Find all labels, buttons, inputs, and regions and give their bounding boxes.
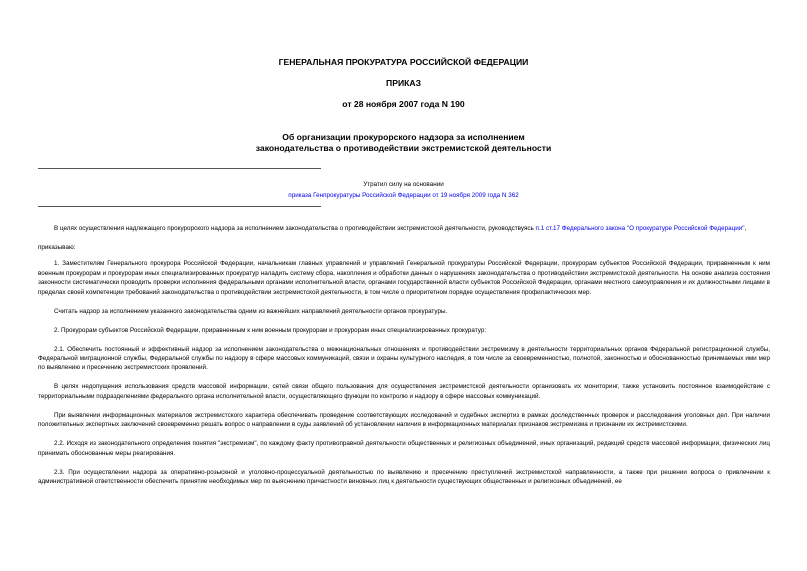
paragraph-2: Считать надзор за исполнением указанного законодательства одним из важнейших направлений деятельности органов прокуратуры. [54, 307, 448, 315]
law-reference-link[interactable]: п.1 ст.17 Федерального закона "О прокуратуре Российской Федерации" [535, 225, 745, 232]
paragraph-4: 2.1. Обеспечить постоянный и эффективный надзор за исполнением законодательства о межнациональных отношениях и противодействии экстремизму в деятельности территориальных органов Федеральной регистрационной службы, Федеральной миграционной службы, Федеральной службы по надзору в сфере массовых коммуникаций, связи и охраны культурного наследия, в том числе за своевременностью, полнотой, законностью и обоснованностью принимаемых ими мер по выявлению и пресечению экстремистских проявлений. [38, 345, 770, 372]
document-title-line-1: Об организации прокурорского надзора за исполнением [282, 132, 525, 142]
paragraph-1: 1. Заместителям Генерального прокурора Российской Федерации, начальникам главных управлений и управлений Генеральной прокуратуры Российской Федерации, прокурорам субъектов Российской Федерации, приравненным к ним военным прокурорам и прокурорам иных специализированных прокуратур наладить систему сбора, накопления и обработки данных о нарушениях законодательства о противодействии экстремистской деятельности. На основе анализа состояния законности систематически проводить проверки исполнения федеральными органами исполнительной власти, органами государственной власти субъектов Российской Федерации, органами местного самоуправления и их должностными лицами в пределах своей компетенции требований законодательства о противодействии экстремистской деятельности, в том числе о приоритетном порядке осуществления профилактических мер. [38, 260, 770, 296]
date-number-heading: от 28 ноября 2007 года N 190 [342, 99, 465, 109]
divider-bottom [38, 206, 321, 207]
document-body [38, 224, 770, 496]
paragraph-7: 2.2. Исходя из законодательного определения понятия "экстремизм", по каждому факту противоправной деятельности общественных и религиозных объединений, иных организаций, редакций средств массовой информации, физических лиц принимать обоснованные меры реагирования. [38, 440, 770, 457]
lost-force-link[interactable]: приказа Генпрокуратуры Российской Федерации от 19 ноября 2009 года N 362 [288, 192, 519, 199]
divider-top [38, 168, 321, 169]
lost-force-label: Утратил силу на основании [363, 181, 444, 188]
document-title-line-2: законодательства о противодействии экстремистской деятельности [255, 143, 552, 153]
organization-heading: ГЕНЕРАЛЬНАЯ ПРОКУРАТУРА РОССИЙСКОЙ ФЕДЕРАЦИИ [278, 57, 529, 67]
paragraph-3: 2. Прокурорам субъектов Российской Федерации, приравненным к ним военным прокурорам и прокурорам иных специализированных прокуратур: [54, 326, 487, 334]
paragraph-8: 2.3. При осуществлении надзора за оперативно-розыскной и уголовно-процессуальной деятельностью по выявлению и пресечению преступлений экстремистской направленности, а также при решении вопроса о привлечении к административной ответственности обеспечить принятие необходимых мер по выяснению причастности виновных лиц к деятельности существующих общественных и религиозных объединений, ее [38, 468, 770, 486]
intro-paragraph: В целях осуществления надлежащего прокурорского надзора за исполнением законодательства о противодействии экстремистской деятельности, руководствуясь п.1 ст.17 Федерального закона "О прокуратуре Российской Федерации", [54, 225, 747, 232]
order-word: приказываю: [38, 244, 76, 251]
document-type-heading: ПРИКАЗ [386, 78, 421, 88]
paragraph-5: В целях недопущения использования средств массовой информации, сетей связи общего пользования для осуществления экстремистской деятельности организовать их мониторинг, также установить постоянное взаимодействие с территориальными подразделениями федерального органа исполнительной власти, осуществляющего функции по контролю и надзору в сфере массовых коммуникаций. [38, 383, 770, 400]
paragraph-6: При выявлении информационных материалов экстремистского характера обеспечивать проведение соответствующих исследований и судебных экспертиз в рамках доследственных проверок и расследования уголовных дел. При наличии положительных экспертных заключений своевременно решать вопрос о направлении в суды заявлений об установлении наличия в информационных материалах признаков экстремизма и признании их экстремистскими. [38, 411, 770, 429]
